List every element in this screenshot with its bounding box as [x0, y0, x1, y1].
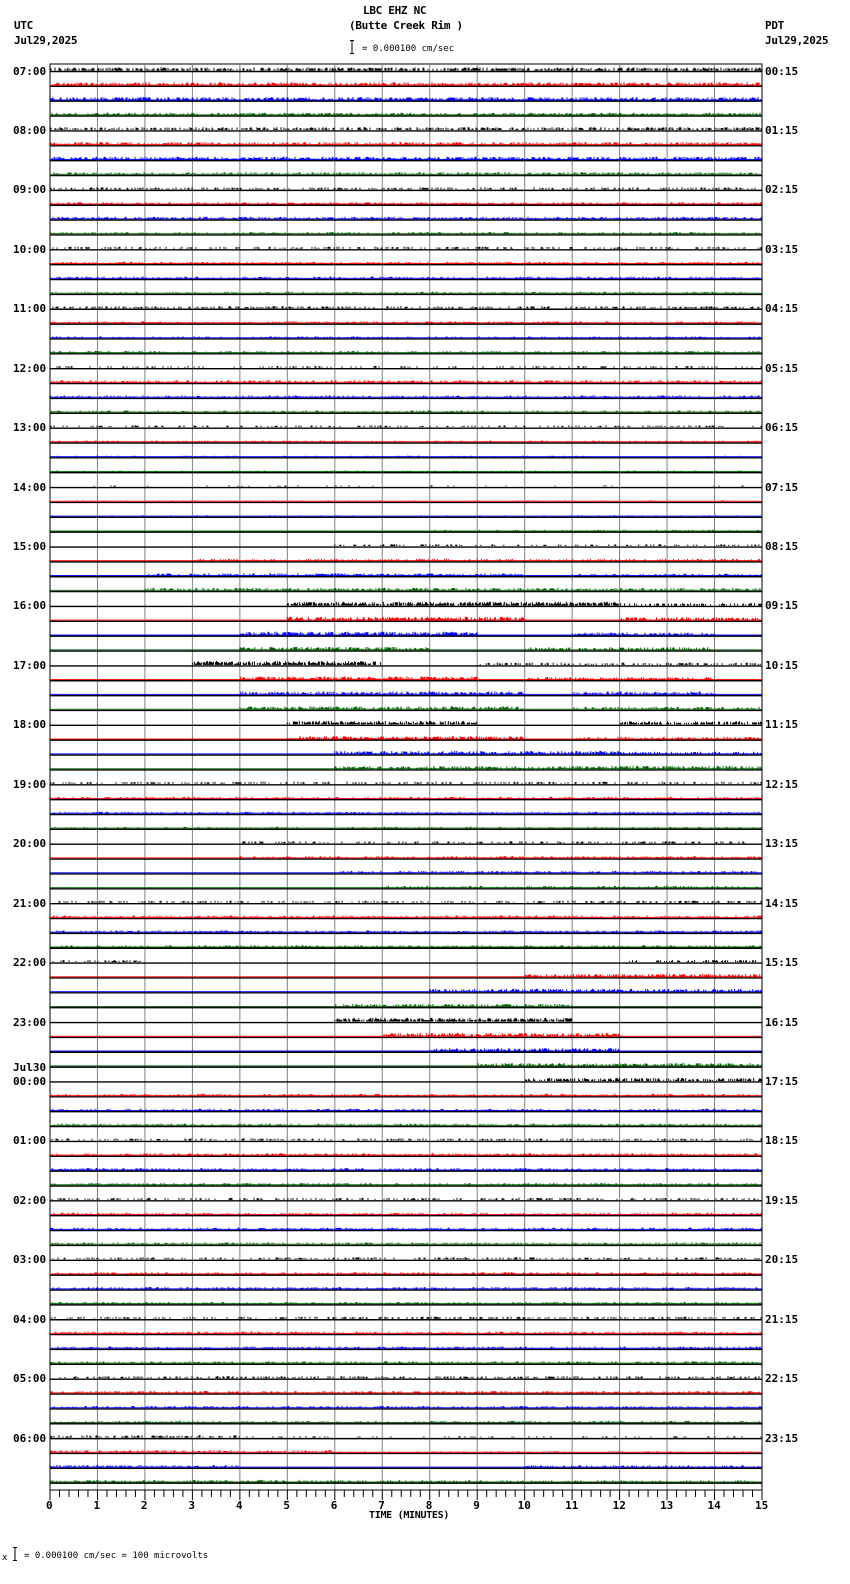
x-tick-label: 12 — [612, 1499, 626, 1512]
x-tick-label: 0 — [46, 1499, 53, 1512]
utc-hour-label: 12:00 — [13, 361, 47, 375]
utc-hour-label: 07:00 — [13, 64, 47, 78]
site-name: (Butte Creek Rim ) — [349, 19, 463, 32]
pdt-hour-label: 19:15 — [765, 1193, 799, 1207]
x-tick-label: 4 — [235, 1499, 243, 1512]
right-date: Jul29,2025 — [765, 34, 829, 47]
footer-scale-text: = 0.000100 cm/sec = 100 microvolts — [24, 1551, 209, 1561]
left-timezone: UTC — [14, 19, 33, 32]
pdt-hour-label: 14:15 — [765, 896, 799, 910]
utc-hour-label: 23:00 — [13, 1015, 47, 1029]
x-tick-label: 8 — [425, 1499, 433, 1512]
pdt-hour-label: 23:15 — [765, 1431, 799, 1445]
utc-hour-label: 00:00 — [13, 1074, 47, 1088]
footer-prefix: x — [2, 1553, 8, 1563]
x-tick-label: 3 — [188, 1499, 196, 1512]
pdt-hour-label: 04:15 — [765, 302, 799, 316]
scale-text: = 0.000100 cm/sec — [362, 44, 455, 54]
x-tick-label: 2 — [140, 1499, 148, 1512]
utc-hour-label: 18:00 — [13, 718, 47, 732]
pdt-hour-label: 21:15 — [765, 1312, 799, 1326]
pdt-hour-label: 08:15 — [765, 540, 799, 554]
utc-hour-label: 08:00 — [13, 123, 47, 137]
x-tick-label: 11 — [565, 1499, 579, 1512]
pdt-hour-label: 09:15 — [765, 599, 799, 613]
pdt-hour-label: 18:15 — [765, 1134, 799, 1148]
pdt-hour-label: 00:15 — [765, 64, 799, 78]
pdt-hour-label: 22:15 — [765, 1372, 799, 1386]
pdt-hour-label: 17:15 — [765, 1074, 799, 1088]
x-tick-label: 7 — [378, 1499, 385, 1512]
utc-hour-label: 06:00 — [13, 1431, 47, 1445]
utc-hour-label: 13:00 — [13, 421, 47, 435]
footer-scale-bar-icon — [12, 1546, 18, 1560]
utc-hour-label: 21:00 — [13, 896, 47, 910]
right-timezone: PDT — [765, 19, 784, 32]
pdt-hour-label: 20:15 — [765, 1253, 799, 1267]
x-tick-label: 13 — [660, 1499, 674, 1512]
pdt-hour-label: 15:15 — [765, 956, 799, 970]
pdt-hour-label: 07:15 — [765, 480, 799, 494]
station-title: LBC EHZ NC — [363, 4, 427, 17]
utc-hour-label: 22:00 — [13, 956, 47, 970]
utc-hour-label: 17:00 — [13, 658, 47, 672]
x-tick-label: 5 — [283, 1499, 290, 1512]
x-tick-label: 6 — [330, 1499, 338, 1512]
utc-hour-label: 15:00 — [13, 540, 47, 554]
pdt-hour-label: 06:15 — [765, 421, 799, 435]
utc-hour-label: 19:00 — [13, 777, 47, 791]
utc-hour-label: 04:00 — [13, 1312, 47, 1326]
utc-hour-label: 11:00 — [13, 302, 47, 316]
pdt-hour-label: 12:15 — [765, 777, 799, 791]
x-tick-label: 9 — [473, 1499, 480, 1512]
pdt-hour-label: 02:15 — [765, 183, 799, 197]
utc-hour-label: 20:00 — [13, 837, 47, 851]
utc-hour-label: 16:00 — [13, 599, 47, 613]
utc-hour-label: 09:00 — [13, 183, 47, 197]
utc-hour-label: 05:00 — [13, 1372, 47, 1386]
pdt-hour-label: 05:15 — [765, 361, 799, 375]
date-change-label: Jul30 — [13, 1060, 47, 1074]
pdt-hour-label: 11:15 — [765, 718, 799, 732]
utc-hour-label: 02:00 — [13, 1193, 47, 1207]
pdt-hour-label: 16:15 — [765, 1015, 799, 1029]
left-date: Jul29,2025 — [14, 34, 78, 47]
utc-hour-label: 03:00 — [13, 1253, 47, 1267]
pdt-hour-label: 13:15 — [765, 837, 799, 851]
utc-hour-label: 14:00 — [13, 480, 47, 494]
x-axis-title: TIME (MINUTES) — [369, 1510, 450, 1521]
pdt-hour-label: 03:15 — [765, 242, 799, 256]
pdt-hour-label: 01:15 — [765, 123, 799, 137]
utc-hour-label: 10:00 — [13, 242, 47, 256]
x-tick-label: 1 — [93, 1499, 101, 1512]
x-tick-label: 10 — [517, 1499, 531, 1512]
x-tick-label: 14 — [707, 1499, 721, 1512]
x-tick-label: 15 — [755, 1499, 769, 1512]
utc-hour-label: 01:00 — [13, 1134, 47, 1148]
pdt-hour-label: 10:15 — [765, 658, 799, 672]
